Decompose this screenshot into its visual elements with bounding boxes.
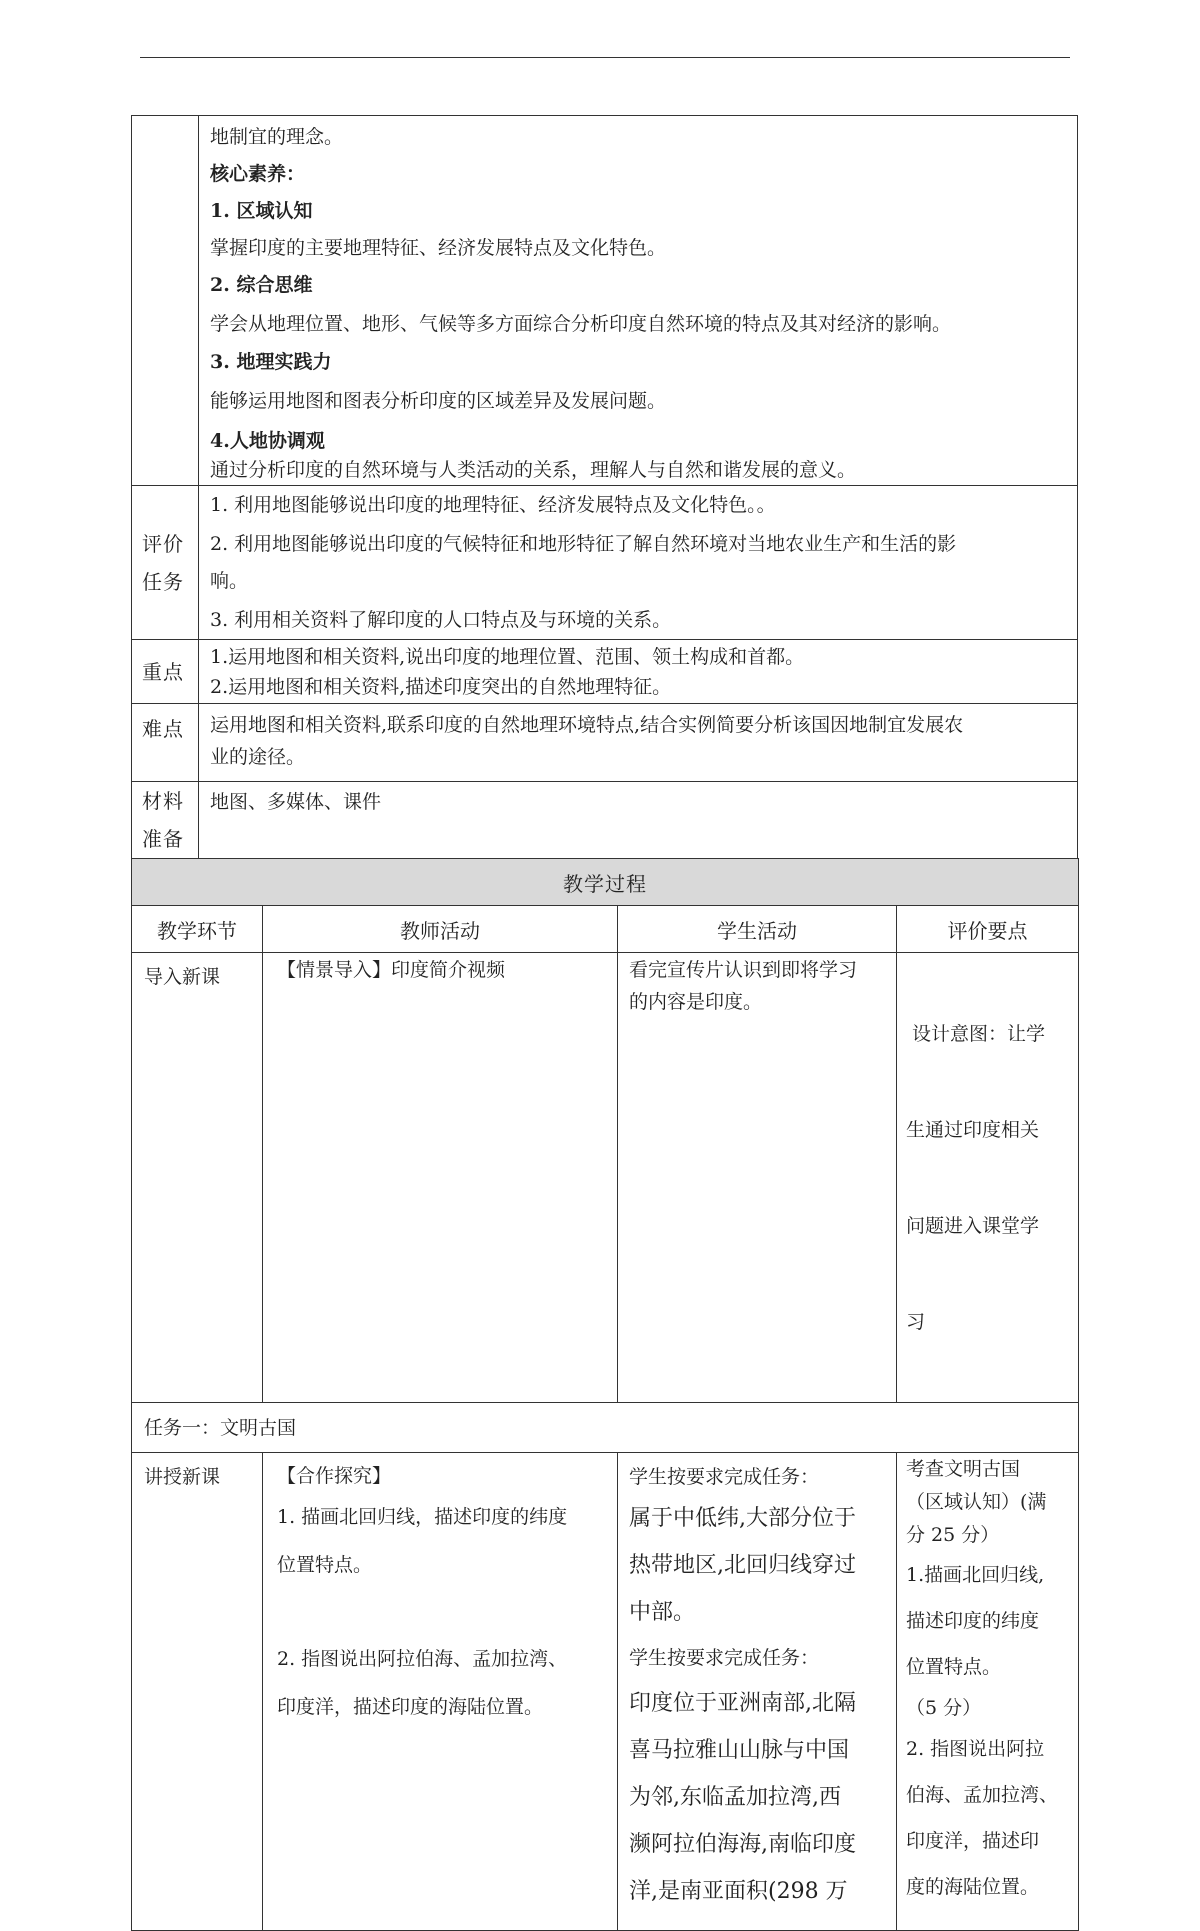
- diff-line2: 业的途径。: [210, 746, 306, 768]
- lecture-e-l5: 描述印度的纬度: [906, 1610, 1040, 1632]
- diff-line1: 运用地图和相关资料,联系印度的自然地理环境特点,结合实例简要分析该国因地制宜发展农: [210, 714, 964, 736]
- eval-label-1: 评价: [142, 531, 184, 556]
- eval-row: [132, 486, 1078, 640]
- key-line2: 2.运用地图和相关资料,描述印度突出的自然地理特征。: [210, 676, 672, 698]
- header-stage: 教学环节: [132, 906, 263, 953]
- item2-title: 2. 综合思维: [210, 274, 313, 296]
- goals-row: [132, 116, 1078, 486]
- lesson-info-table: [131, 115, 1078, 861]
- diff-content-cell: [199, 704, 1078, 782]
- eval-line3: 3. 利用相关资料了解印度的人口特点及与环境的关系。: [210, 609, 672, 631]
- materials-text: 地图、多媒体、课件: [210, 791, 382, 813]
- teaching-process-table: [131, 858, 1079, 1931]
- lecture-e-l10: 印度洋，描述印: [906, 1830, 1040, 1852]
- lecture-s1-l2: 热带地区,北回归线穿过: [629, 1553, 856, 1578]
- lecture-s2-l2: 喜马拉雅山山脉与中国: [629, 1738, 850, 1763]
- eval-line1: 1. 利用地图能够说出印度的地理特征、经济发展特点及文化特色。。: [210, 494, 776, 516]
- intro-stage-text: 导入新课: [144, 966, 221, 988]
- lecture-s2-l4: 濒阿拉伯海海,南临印度: [629, 1832, 856, 1857]
- item4-title: 4.人地协调观: [210, 430, 325, 452]
- item3-text: 能够运用地图和图表分析印度的区域差异及发展问题。: [210, 390, 667, 412]
- eval-line2a: 2. 利用地图能够说出印度的气候特征和地形特征了解自然环境对当地农业生产和生活的影: [210, 533, 957, 555]
- intro-student: [618, 953, 897, 1403]
- lecture-e-l7: （5 分）: [906, 1697, 982, 1719]
- materials-label-1: 材料: [142, 789, 184, 813]
- intro-eval-l1: 设计意图：让学: [906, 1023, 1046, 1045]
- item1-title: 1. 区域认知: [210, 200, 313, 222]
- intro-student-l1: 看完宣传片认识到即将学习: [629, 959, 858, 981]
- key-label-cell: [132, 640, 199, 704]
- process-title: 教学过程: [132, 859, 1079, 906]
- lecture-e-l2: （区域认知）(满: [906, 1491, 1047, 1513]
- lecture-e-l1: 考查文明古国: [906, 1458, 1021, 1480]
- header-student: 学生活动: [618, 906, 897, 953]
- intro-row: [132, 953, 1079, 1403]
- lecture-e-l6: 位置特点。: [906, 1656, 1002, 1678]
- task1-cell: [132, 1403, 1079, 1453]
- item1-text: 掌握印度的主要地理特征、经济发展特点及文化特色。: [210, 237, 667, 259]
- lecture-s1-l1: 属于中低纬,大部分位于: [629, 1506, 856, 1531]
- materials-label-cell: [132, 782, 199, 861]
- item2-text: 学会从地理位置、地形、气候等多方面综合分析印度自然环境的特点及其对经济的影响。: [210, 313, 952, 335]
- item3-title: 3. 地理实践力: [210, 351, 332, 373]
- process-title-row: [132, 859, 1079, 906]
- lecture-e-l9: 伯海、孟加拉湾、: [906, 1784, 1059, 1806]
- materials-content-cell: [199, 782, 1078, 861]
- lecture-s2-l1: 印度位于亚洲南部,北隔: [629, 1691, 856, 1716]
- header-teacher: 教师活动: [263, 906, 618, 953]
- lecture-s2-head: 学生按要求完成任务：: [629, 1647, 820, 1669]
- lecture-teacher-title: 【合作探究】: [277, 1465, 392, 1487]
- intro-eval-l4: 习: [906, 1311, 926, 1333]
- lecture-s2-l5: 洋,是南亚面积(298 万: [629, 1879, 848, 1904]
- eval-label-cell: [132, 486, 199, 640]
- process-header-row: [132, 906, 1079, 953]
- diff-label: 难点: [142, 717, 184, 741]
- eval-line2b: 响。: [210, 570, 249, 592]
- header-eval: 评价要点: [897, 906, 1079, 953]
- lecture-e-l11: 度的海陆位置。: [906, 1876, 1040, 1898]
- header-rule: [140, 57, 1070, 58]
- lecture-t2-l1: 2. 指图说出阿拉伯海、孟加拉湾、: [277, 1648, 568, 1670]
- lecture-stage: [132, 1453, 263, 1931]
- lecture-teacher: [263, 1453, 618, 1931]
- intro-stage: [132, 953, 263, 1403]
- intro-eval: [897, 953, 1079, 1403]
- lecture-e-l3: 分 25 分）: [906, 1524, 1000, 1546]
- lecture-e-l8: 2. 指图说出阿拉: [906, 1738, 1045, 1760]
- lecture-s2-l3: 为邻,东临孟加拉湾,西: [629, 1785, 841, 1810]
- item4-text: 通过分析印度的自然环境与人类活动的关系，理解人与自然和谐发展的意义。: [210, 459, 857, 481]
- key-content-cell: [199, 640, 1078, 704]
- eval-content-cell: [199, 486, 1078, 640]
- key-points-row: [132, 640, 1078, 704]
- lecture-s1-l3: 中部。: [629, 1600, 696, 1625]
- task1-row: [132, 1403, 1079, 1453]
- lecture-student: [618, 1453, 897, 1931]
- goals-label-cell: [132, 116, 199, 486]
- lecture-e-l4: 1.描画北回归线,: [906, 1564, 1045, 1586]
- materials-row: [132, 782, 1078, 861]
- diff-label-cell: [132, 704, 199, 782]
- lecture-t2-l2: 印度洋，描述印度的海陆位置。: [277, 1696, 544, 1718]
- goals-content-cell: [199, 116, 1078, 486]
- intro-eval-l2: 生通过印度相关: [906, 1119, 1040, 1141]
- intro-eval-l3: 问题进入课堂学: [906, 1215, 1040, 1237]
- key-label: 重点: [142, 659, 184, 684]
- intro-student-l2: 的内容是印度。: [629, 991, 763, 1013]
- task1-text: 任务一：文明古国: [144, 1416, 297, 1439]
- goals-line0: 地制宜的理念。: [210, 126, 344, 148]
- key-line1: 1.运用地图和相关资料,说出印度的地理位置、范围、领土构成和首都。: [210, 646, 805, 668]
- intro-teacher: [263, 953, 618, 1403]
- lecture-s1-head: 学生按要求完成任务：: [629, 1466, 820, 1488]
- eval-label-2: 任务: [142, 569, 184, 594]
- materials-label-2: 准备: [142, 827, 184, 851]
- lecture-t1-l2: 位置特点。: [277, 1554, 373, 1576]
- lecture-row: [132, 1453, 1079, 1931]
- core-literacy-title: 核心素养：: [210, 163, 306, 185]
- lecture-stage-text: 讲授新课: [144, 1466, 221, 1488]
- difficulty-row: [132, 704, 1078, 782]
- lecture-eval: [897, 1453, 1079, 1931]
- intro-teacher-text: 【情景导入】印度简介视频: [277, 959, 506, 981]
- lecture-t1-l1: 1. 描画北回归线，描述印度的纬度: [277, 1506, 568, 1528]
